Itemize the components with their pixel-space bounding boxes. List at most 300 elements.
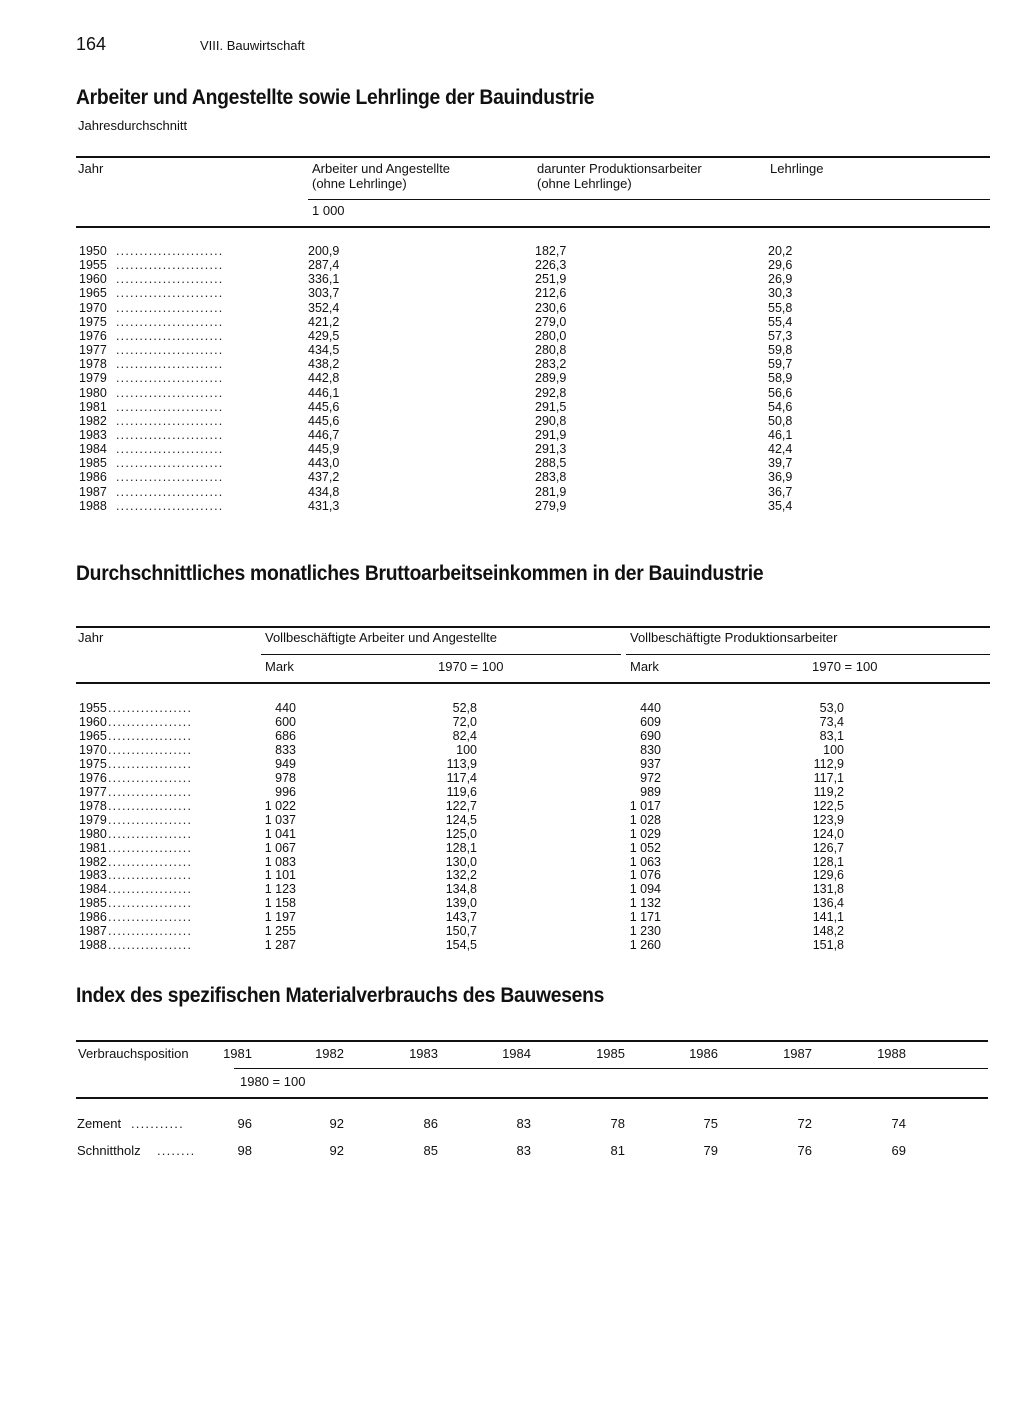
year-cell: 1970: [79, 742, 107, 757]
year-cell: 1965: [79, 728, 107, 743]
value-cell: 54,6: [768, 399, 793, 414]
year-cell: 1986: [79, 910, 107, 925]
table3-base: 1980 = 100: [240, 1074, 306, 1089]
table2-top-rule: [76, 626, 990, 628]
index-cell: 128,1: [445, 840, 477, 855]
value-cell: 230,6: [535, 300, 567, 315]
year-cell: 1987: [79, 924, 107, 939]
leader-dots: ..................: [108, 742, 193, 757]
index-cell: 124,5: [445, 812, 477, 827]
leader-dots: ..................: [108, 770, 193, 785]
mark-cell: 1 171: [629, 910, 661, 925]
table-row: [0, 701, 1024, 715]
value-cell: 76: [797, 1143, 812, 1158]
table-row: [0, 499, 1024, 513]
table-row: [0, 715, 1024, 729]
mark-cell: 440: [275, 701, 296, 715]
table1-unit-rule: [308, 199, 990, 200]
table1-header-col1: [312, 161, 450, 191]
year-cell: 1988: [79, 498, 107, 513]
table2-header-year: Jahr: [78, 630, 104, 645]
value-cell: 434,5: [308, 343, 340, 358]
index-cell: 119,2: [813, 784, 844, 799]
year-header: 1986: [689, 1046, 718, 1061]
table-row: [0, 386, 1024, 400]
mark-cell: 1 123: [264, 882, 296, 897]
table1-header-col2-line2: (ohne Lehrlinge): [537, 176, 632, 191]
index-cell: 122,5: [812, 798, 844, 813]
year-cell: 1981: [79, 840, 107, 855]
value-cell: 279,9: [535, 498, 567, 513]
year-header: 1982: [315, 1046, 344, 1061]
table-row: [0, 301, 1024, 315]
mark-cell: 686: [275, 728, 296, 743]
value-cell: 98: [237, 1143, 252, 1158]
table-row: [0, 456, 1024, 470]
index-cell: 73,4: [819, 715, 844, 729]
mark-cell: 1 028: [629, 812, 661, 827]
table-row: [0, 743, 1024, 757]
table-row: [0, 924, 1024, 938]
mark-cell: 830: [640, 742, 661, 757]
value-cell: 200,9: [308, 244, 340, 258]
table2-header-mark1: Mark: [265, 659, 294, 674]
table1-header-col1-line2: (ohne Lehrlinge): [312, 176, 407, 191]
value-cell: 288,5: [535, 456, 567, 471]
table3-header-position: Verbrauchsposition: [78, 1046, 189, 1061]
mark-cell: 1 255: [264, 924, 296, 939]
year-cell: 1960: [79, 715, 107, 729]
value-cell: 72: [797, 1116, 812, 1131]
table1-top-rule: [76, 156, 990, 158]
index-cell: 72,0: [452, 715, 477, 729]
leader-dots: ..................: [108, 896, 193, 911]
mark-cell: 1 052: [629, 840, 661, 855]
year-cell: 1984: [79, 442, 107, 457]
value-cell: 35,4: [768, 498, 793, 513]
year-cell: 1960: [79, 272, 107, 287]
leader-dots: ..................: [108, 924, 193, 939]
mark-cell: 1 017: [629, 798, 661, 813]
value-cell: 287,4: [308, 258, 340, 273]
table-row: [0, 1116, 1024, 1132]
value-cell: 279,0: [535, 314, 567, 329]
table-row: [0, 357, 1024, 371]
year-cell: 1981: [79, 399, 107, 414]
value-cell: 182,7: [535, 244, 567, 258]
index-cell: 132,2: [445, 868, 477, 883]
table-row: [0, 785, 1024, 799]
table-row: [0, 896, 1024, 910]
year-cell: 1979: [79, 812, 107, 827]
index-cell: 119,6: [446, 784, 477, 799]
value-cell: 79: [703, 1143, 718, 1158]
value-cell: 59,7: [768, 357, 793, 372]
year-header: 1983: [409, 1046, 438, 1061]
year-cell: 1980: [79, 385, 107, 400]
value-cell: 281,9: [535, 484, 567, 499]
table1-header-col2-line1: darunter Produktionsarbeiter: [537, 161, 702, 176]
index-cell: 122,7: [445, 798, 477, 813]
leader-dots: ..................: [108, 728, 193, 743]
mark-cell: 972: [640, 770, 661, 785]
mark-cell: 690: [640, 728, 661, 743]
value-cell: 55,4: [768, 314, 793, 329]
value-cell: 36,9: [768, 470, 793, 485]
value-cell: 81: [610, 1143, 625, 1158]
leader-dots: ........: [157, 1143, 196, 1158]
position-label: Schnittholz: [77, 1143, 141, 1158]
table1-header-col3: Lehrlinge: [770, 161, 824, 176]
index-cell: 141,1: [812, 910, 844, 925]
value-cell: 292,8: [535, 385, 567, 400]
year-cell: 1950: [79, 244, 107, 258]
year-cell: 1980: [79, 826, 107, 841]
index-cell: 148,2: [812, 924, 844, 939]
table-row: [0, 414, 1024, 428]
index-cell: 112,9: [813, 756, 844, 771]
index-cell: 151,8: [812, 938, 844, 953]
leader-dots: ..................: [108, 840, 193, 855]
value-cell: 442,8: [308, 371, 340, 386]
mark-cell: 949: [275, 756, 296, 771]
table-row: [0, 400, 1024, 414]
year-cell: 1979: [79, 371, 107, 386]
leader-dots: .......................: [116, 442, 224, 457]
leader-dots: .......................: [116, 314, 224, 329]
table-row: [0, 244, 1024, 258]
table-row: [0, 868, 1024, 882]
year-cell: 1955: [79, 258, 107, 273]
table-row: [0, 428, 1024, 442]
value-cell: 226,3: [535, 258, 567, 273]
leader-dots: ..................: [108, 784, 193, 799]
index-cell: 83,1: [819, 728, 844, 743]
value-cell: 26,9: [768, 272, 793, 287]
mark-cell: 1 029: [629, 826, 661, 841]
table-row: [0, 470, 1024, 484]
index-cell: 129,6: [812, 868, 844, 883]
table-row: [0, 485, 1024, 499]
value-cell: 78: [610, 1116, 625, 1131]
mark-cell: 609: [640, 715, 661, 729]
table1-header-year: Jahr: [78, 161, 104, 176]
value-cell: 280,0: [535, 328, 567, 343]
year-header: 1981: [223, 1046, 252, 1061]
table1-header-bottom-rule: [76, 226, 990, 228]
value-cell: 446,1: [308, 385, 340, 400]
leader-dots: ..................: [108, 756, 193, 771]
year-cell: 1984: [79, 882, 107, 897]
table2-header-index2: 1970 = 100: [812, 659, 878, 674]
year-cell: 1986: [79, 470, 107, 485]
leader-dots: ..................: [108, 910, 193, 925]
mark-cell: 1 076: [629, 868, 661, 883]
table2-header-index1: 1970 = 100: [438, 659, 504, 674]
leader-dots: .......................: [116, 343, 224, 358]
year-cell: 1977: [79, 784, 107, 799]
table-row: [0, 813, 1024, 827]
year-cell: 1985: [79, 896, 107, 911]
year-header: 1987: [783, 1046, 812, 1061]
table1-unit: 1 000: [312, 203, 345, 218]
year-cell: 1977: [79, 343, 107, 358]
table-row: [0, 841, 1024, 855]
index-cell: 82,4: [452, 728, 477, 743]
index-cell: 154,5: [445, 938, 477, 953]
table2-header-group1: Vollbeschäftigte Arbeiter und Angestellte: [265, 630, 497, 645]
table-row: [0, 757, 1024, 771]
value-cell: 283,8: [535, 470, 567, 485]
mark-cell: 1 158: [264, 896, 296, 911]
leader-dots: .......................: [116, 428, 224, 442]
value-cell: 96: [237, 1116, 252, 1131]
year-cell: 1985: [79, 456, 107, 471]
index-cell: 100: [823, 742, 844, 757]
table3-base-rule: [234, 1068, 988, 1069]
value-cell: 445,9: [308, 442, 340, 457]
mark-cell: 1 101: [264, 868, 296, 883]
year-cell: 1987: [79, 484, 107, 499]
table-row: [0, 442, 1024, 456]
leader-dots: .......................: [116, 413, 224, 428]
leader-dots: .......................: [116, 385, 224, 400]
index-cell: 113,9: [446, 756, 477, 771]
leader-dots: ..................: [108, 938, 193, 953]
table2-header-bottom-rule: [76, 682, 990, 684]
year-header: 1984: [502, 1046, 531, 1061]
table-row: [0, 910, 1024, 924]
table-row: [0, 938, 1024, 952]
table-row: [0, 272, 1024, 286]
table3-title: Index des spezifischen Materialverbrauchs des Bauwesens: [76, 984, 605, 1007]
value-cell: 429,5: [308, 328, 340, 343]
year-cell: 1965: [79, 286, 107, 301]
chapter-title: VIII. Bauwirtschaft: [200, 38, 305, 53]
value-cell: 50,8: [768, 413, 793, 428]
index-cell: 124,0: [812, 826, 844, 841]
year-cell: 1978: [79, 798, 107, 813]
value-cell: 421,2: [308, 314, 340, 329]
index-cell: 130,0: [445, 854, 477, 869]
leader-dots: ..................: [108, 854, 193, 869]
leader-dots: ..................: [108, 798, 193, 813]
leader-dots: ..................: [108, 882, 193, 897]
mark-cell: 1 260: [629, 938, 661, 953]
year-cell: 1983: [79, 428, 107, 442]
mark-cell: 1 041: [264, 826, 296, 841]
table-row: [0, 343, 1024, 357]
value-cell: 20,2: [768, 244, 793, 258]
table-row: [0, 855, 1024, 869]
leader-dots: .......................: [116, 328, 224, 343]
index-cell: 128,1: [812, 854, 844, 869]
table-row: [0, 882, 1024, 896]
leader-dots: ..................: [108, 812, 193, 827]
value-cell: 29,6: [768, 258, 793, 273]
value-cell: 46,1: [768, 428, 793, 442]
index-cell: 53,0: [819, 701, 844, 715]
value-cell: 251,9: [535, 272, 567, 287]
mark-cell: 937: [640, 756, 661, 771]
year-header: 1985: [596, 1046, 625, 1061]
index-cell: 139,0: [445, 896, 477, 911]
table-row: [0, 1143, 1024, 1159]
value-cell: 446,7: [308, 428, 340, 442]
value-cell: 92: [329, 1116, 344, 1131]
leader-dots: ..................: [108, 715, 193, 729]
mark-cell: 1 067: [264, 840, 296, 855]
leader-dots: .......................: [116, 300, 224, 315]
value-cell: 55,8: [768, 300, 793, 315]
year-cell: 1983: [79, 868, 107, 883]
leader-dots: .......................: [116, 272, 224, 287]
value-cell: 59,8: [768, 343, 793, 358]
year-cell: 1982: [79, 854, 107, 869]
value-cell: 92: [329, 1143, 344, 1158]
table-row: [0, 827, 1024, 841]
index-cell: 117,1: [813, 770, 844, 785]
mark-cell: 996: [275, 784, 296, 799]
value-cell: 280,8: [535, 343, 567, 358]
index-cell: 52,8: [452, 701, 477, 715]
year-cell: 1976: [79, 328, 107, 343]
year-cell: 1988: [79, 938, 107, 953]
value-cell: 431,3: [308, 498, 340, 513]
table-row: [0, 315, 1024, 329]
table1-title: Arbeiter und Angestellte sowie Lehrlinge der Bauindustrie: [76, 86, 595, 109]
mark-cell: 833: [275, 742, 296, 757]
table-row: [0, 771, 1024, 785]
mark-cell: 440: [640, 701, 661, 715]
table1-subtitle: Jahresdurchschnitt: [78, 118, 188, 133]
value-cell: 434,8: [308, 484, 340, 499]
year-header: 1988: [877, 1046, 906, 1061]
value-cell: 289,9: [535, 371, 567, 386]
leader-dots: .......................: [116, 456, 224, 471]
mark-cell: 1 083: [264, 854, 296, 869]
value-cell: 290,8: [535, 413, 567, 428]
value-cell: 39,7: [768, 456, 793, 471]
table1-header-col2: [537, 161, 702, 191]
table2-group2-rule: [626, 654, 990, 655]
year-cell: 1970: [79, 300, 107, 315]
value-cell: 303,7: [308, 286, 340, 301]
table-row: [0, 329, 1024, 343]
mark-cell: 1 063: [629, 854, 661, 869]
index-cell: 123,9: [812, 812, 844, 827]
leader-dots: ..................: [108, 701, 193, 715]
table1-header-col1-line1: Arbeiter und Angestellte: [312, 161, 451, 176]
year-cell: 1955: [79, 701, 107, 715]
leader-dots: .......................: [116, 357, 224, 372]
value-cell: 336,1: [308, 272, 340, 287]
table-row: [0, 286, 1024, 300]
table3-header-bottom-rule: [76, 1097, 988, 1099]
year-cell: 1982: [79, 413, 107, 428]
index-cell: 134,8: [445, 882, 477, 897]
leader-dots: ..................: [108, 826, 193, 841]
value-cell: 42,4: [768, 442, 793, 457]
value-cell: 438,2: [308, 357, 340, 372]
mark-cell: 989: [640, 784, 661, 799]
table-row: [0, 258, 1024, 272]
year-cell: 1975: [79, 756, 107, 771]
value-cell: 36,7: [768, 484, 793, 499]
position-label: Zement: [77, 1116, 122, 1131]
page-number: 164: [76, 34, 107, 54]
leader-dots: ...........: [131, 1116, 184, 1131]
leader-dots: .......................: [116, 470, 224, 485]
value-cell: 56,6: [768, 385, 793, 400]
value-cell: 291,9: [535, 428, 567, 442]
table-row: [0, 729, 1024, 743]
leader-dots: ..................: [108, 868, 193, 883]
year-cell: 1976: [79, 770, 107, 785]
table-row: [0, 799, 1024, 813]
value-cell: 75: [703, 1116, 718, 1131]
value-cell: 445,6: [308, 399, 340, 414]
value-cell: 212,6: [535, 286, 567, 301]
mark-cell: 1 094: [629, 882, 661, 897]
leader-dots: .......................: [116, 484, 224, 499]
leader-dots: .......................: [116, 371, 224, 386]
index-cell: 136,4: [812, 896, 844, 911]
table-row: [0, 371, 1024, 385]
leader-dots: .......................: [116, 399, 224, 414]
index-cell: 131,8: [812, 882, 844, 897]
leader-dots: .......................: [116, 244, 224, 258]
leader-dots: .......................: [116, 258, 224, 273]
value-cell: 443,0: [308, 456, 340, 471]
index-cell: 117,4: [446, 770, 477, 785]
value-cell: 445,6: [308, 413, 340, 428]
value-cell: 69: [891, 1143, 906, 1158]
mark-cell: 1 037: [264, 812, 296, 827]
value-cell: 57,3: [768, 328, 793, 343]
table3-top-rule: [76, 1040, 988, 1042]
mark-cell: 1 197: [264, 910, 296, 925]
table2-title: Durchschnittliches monatliches Bruttoarbeitseinkommen in der Bauindustrie: [76, 562, 764, 585]
year-cell: 1978: [79, 357, 107, 372]
index-cell: 100: [456, 742, 477, 757]
index-cell: 150,7: [445, 924, 477, 939]
table2-group1-rule: [261, 654, 621, 655]
value-cell: 283,2: [535, 357, 567, 372]
table2-header-group2: Vollbeschäftigte Produktionsarbeiter: [630, 630, 838, 645]
leader-dots: .......................: [116, 286, 224, 301]
value-cell: 83: [516, 1143, 531, 1158]
mark-cell: 1 132: [629, 896, 661, 911]
mark-cell: 1 287: [264, 938, 296, 953]
index-cell: 125,0: [445, 826, 477, 841]
value-cell: 352,4: [308, 300, 340, 315]
index-cell: 126,7: [812, 840, 844, 855]
value-cell: 437,2: [308, 470, 340, 485]
value-cell: 86: [423, 1116, 438, 1131]
value-cell: 30,3: [768, 286, 793, 301]
value-cell: 291,3: [535, 442, 567, 457]
mark-cell: 1 022: [264, 798, 296, 813]
index-cell: 143,7: [445, 910, 477, 925]
leader-dots: .......................: [116, 498, 224, 513]
year-cell: 1975: [79, 314, 107, 329]
value-cell: 83: [516, 1116, 531, 1131]
mark-cell: 600: [275, 715, 296, 729]
value-cell: 58,9: [768, 371, 793, 386]
value-cell: 291,5: [535, 399, 567, 414]
mark-cell: 978: [275, 770, 296, 785]
